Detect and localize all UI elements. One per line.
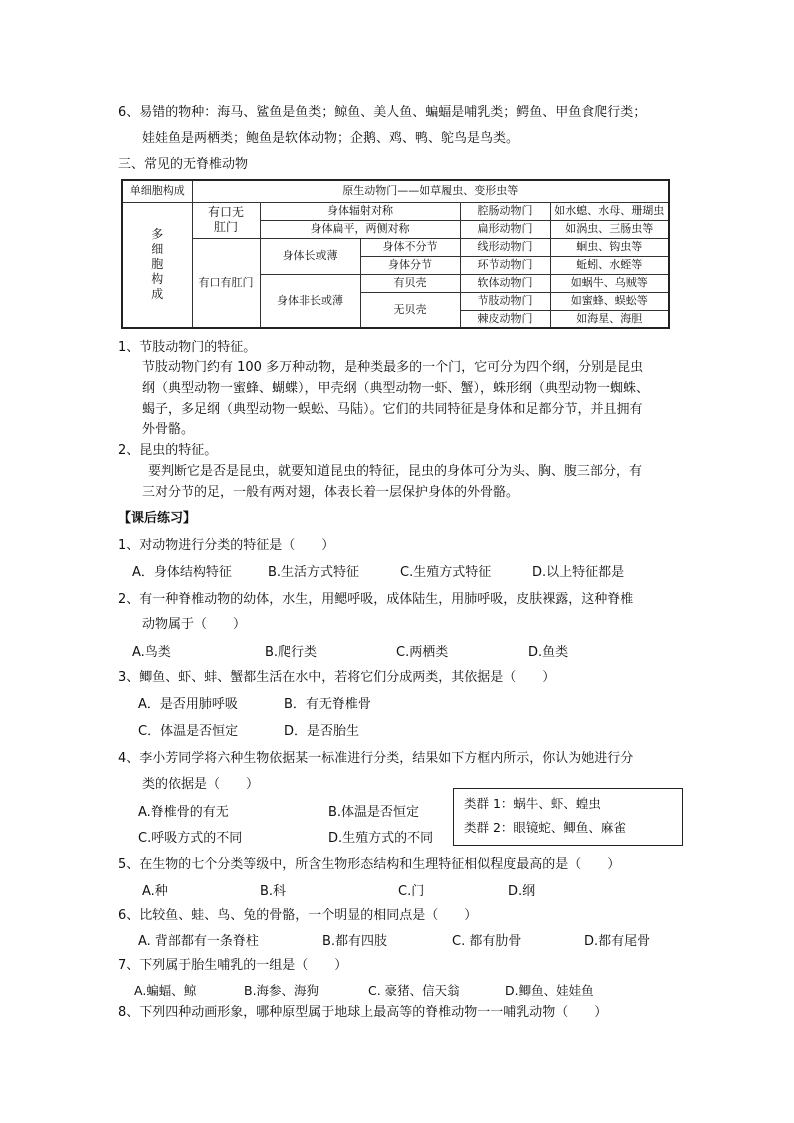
option: C. 都有肋骨 xyxy=(452,934,522,949)
option: C.两栖类 xyxy=(396,645,449,660)
option: B．有无脊椎骨 xyxy=(284,697,371,712)
phylum-cell: 软体动物门 xyxy=(460,274,550,292)
anus-label: 有口有肛门 xyxy=(192,238,260,328)
option: B.生活方式特征 xyxy=(268,565,360,580)
feature-cell: 无贝壳 xyxy=(360,292,460,328)
option: B.体温是否恒定 xyxy=(328,805,420,820)
option: A.种 xyxy=(142,884,168,899)
option: D.纲 xyxy=(508,884,536,899)
feature-cell: 身体扁平，两侧对称 xyxy=(260,220,460,238)
option: C.呼吸方式的不同 xyxy=(138,831,243,846)
exercise-heading: 【课后练习】 xyxy=(118,511,197,526)
feature-cell: 身体辐射对称 xyxy=(260,202,460,220)
option: D.以上特征都是 xyxy=(532,565,625,580)
p2-title: 2、昆虫的特征。 xyxy=(118,443,218,458)
classification-box xyxy=(453,788,683,846)
unicellular-label: 单细胞构成 xyxy=(122,180,192,202)
option: A．身体结构特征 xyxy=(132,565,232,580)
question-text: 3、鲫鱼、虾、蚌、蟹都生活在水中，若将它们分成两类，其依据是（ ） xyxy=(118,670,556,685)
option: C.门 xyxy=(398,884,425,899)
option: C. 豪猪、信天翁 xyxy=(368,983,460,998)
phylum-cell: 扁形动物门 xyxy=(460,220,550,238)
option: B.科 xyxy=(260,884,287,899)
p2-line: 三对分节的足，一般有两对翅，体表长着一层保护身体的外骨骼。 xyxy=(142,485,520,500)
section3-title: 三、常见的无脊椎动物 xyxy=(118,157,249,172)
p1-line: 外骨骼。 xyxy=(142,422,195,437)
long-thin-label: 身体长或薄 xyxy=(260,238,360,274)
examples-cell: 蚯蚓、水蛭等 xyxy=(550,256,669,274)
question-text-cont: 类的依据是（ ） xyxy=(142,777,260,792)
multicellular-label: 多细胞构成 xyxy=(122,202,192,328)
option: C.生殖方式特征 xyxy=(400,565,492,580)
unicellular-content: 原生动物门——如草履虫、变形虫等 xyxy=(192,180,669,202)
phylum-cell: 腔肠动物门 xyxy=(460,202,550,220)
phylum-cell: 节肢动物门 xyxy=(460,292,550,310)
option: D.鲫鱼、娃娃鱼 xyxy=(505,983,594,998)
question-text-cont: 动物属于（ ） xyxy=(142,617,247,632)
p2-line: 要判断它是否是昆虫，就要知道昆虫的特征，昆虫的身体可分为头、胸、腹三部分，有 xyxy=(148,464,643,479)
phylum-cell: 棘皮动物门 xyxy=(460,310,550,328)
option: A.鸟类 xyxy=(132,645,171,660)
question-text: 8、下列四种动画形象，哪种原型属于地球上最高等的脊椎动物一一哺乳动物（ ） xyxy=(118,1005,608,1020)
option: B.海参、海狗 xyxy=(244,983,320,998)
feature-cell: 有贝壳 xyxy=(360,274,460,292)
option: B.都有四肢 xyxy=(322,934,388,949)
option: B.爬行类 xyxy=(265,645,318,660)
p1-line: 纲（典型动物一蜜蜂、蝴蝶），甲壳纲（典型动物一虾、蟹），蛛形纲（典型动物一蜘蛛、 xyxy=(142,381,650,396)
question-text: 5、在生物的七个分类等级中，所含生物形态结构和生理特征相似程度最高的是（ ） xyxy=(118,857,621,872)
p1-title: 1、节肢动物门的特征。 xyxy=(118,340,257,355)
option: D．是否胎生 xyxy=(284,724,360,739)
p1-line: 蝎子，多足纲（典型动物一蜈蚣、马陆）。它们的共同特征是身体和足都分节，并且拥有 xyxy=(142,402,643,417)
phylum-cell: 环节动物门 xyxy=(460,256,550,274)
option: A．是否用肺呼吸 xyxy=(138,697,238,712)
examples-cell: 如蜗牛、乌贼等 xyxy=(550,274,669,292)
option: A. 背部都有一条脊柱 xyxy=(138,934,259,949)
examples-cell: 如水螅、水母、珊瑚虫 xyxy=(550,202,669,220)
not-long-thin-label: 身体非长或薄 xyxy=(260,274,360,328)
item6-line1: 6、易错的物种：海马、鲨鱼是鱼类；鲸鱼、美人鱼、蝙蝠是哺乳类；鳄鱼、甲鱼食爬行类； xyxy=(118,105,647,120)
question-text: 1、对动物进行分类的特征是（ ） xyxy=(118,538,335,553)
p1-line: 节肢动物门约有 100 多万种动物，是种类最多的一个门，它可分为四个纲，分别是昆虫 xyxy=(142,360,644,375)
feature-cell: 身体分节 xyxy=(360,256,460,274)
examples-cell: 如海星、海胆 xyxy=(550,310,669,328)
option: C．体温是否恒定 xyxy=(138,724,239,739)
examples-cell: 蛔虫、钩虫等 xyxy=(550,238,669,256)
group-1: 类群 1：蜗牛、虾、蝗虫 xyxy=(464,796,601,811)
item6-line2: 娃娃鱼是两栖类；鲍鱼是软体动物；企鹅、鸡、鸭、鸵鸟是鸟类。 xyxy=(142,131,520,146)
invertebrate-table xyxy=(121,179,670,329)
question-text: 2、有一种脊椎动物的幼体，水生，用鳃呼吸，成体陆生，用肺呼吸，皮肤裸露，这种脊椎 xyxy=(118,592,634,607)
examples-cell: 如蜜蜂、蜈蚣等 xyxy=(550,292,669,310)
feature-cell: 身体不分节 xyxy=(360,238,460,256)
group-2: 类群 2：眼镜蛇、鲫鱼、麻雀 xyxy=(464,820,626,835)
question-text: 7、下列属于胎生哺乳的一组是（ ） xyxy=(118,958,348,973)
option: A.蝙蝠、鲸 xyxy=(134,983,197,998)
option: D.鱼类 xyxy=(528,645,569,660)
option: A.脊椎骨的有无 xyxy=(138,805,229,820)
option: D.都有尾骨 xyxy=(584,934,651,949)
no-anus-label: 有口无肛门 xyxy=(192,202,260,238)
examples-cell: 如涡虫、三肠虫等 xyxy=(550,220,669,238)
question-text: 4、李小芳同学将六种生物依据某一标准进行分类，结果如下方框内所示，你认为她进行分 xyxy=(118,751,634,766)
option: D.生殖方式的不同 xyxy=(328,831,434,846)
question-text: 6、比较鱼、蛙、鸟、兔的骨骼，一个明显的相同点是（ ） xyxy=(118,908,478,923)
phylum-cell: 线形动物门 xyxy=(460,238,550,256)
